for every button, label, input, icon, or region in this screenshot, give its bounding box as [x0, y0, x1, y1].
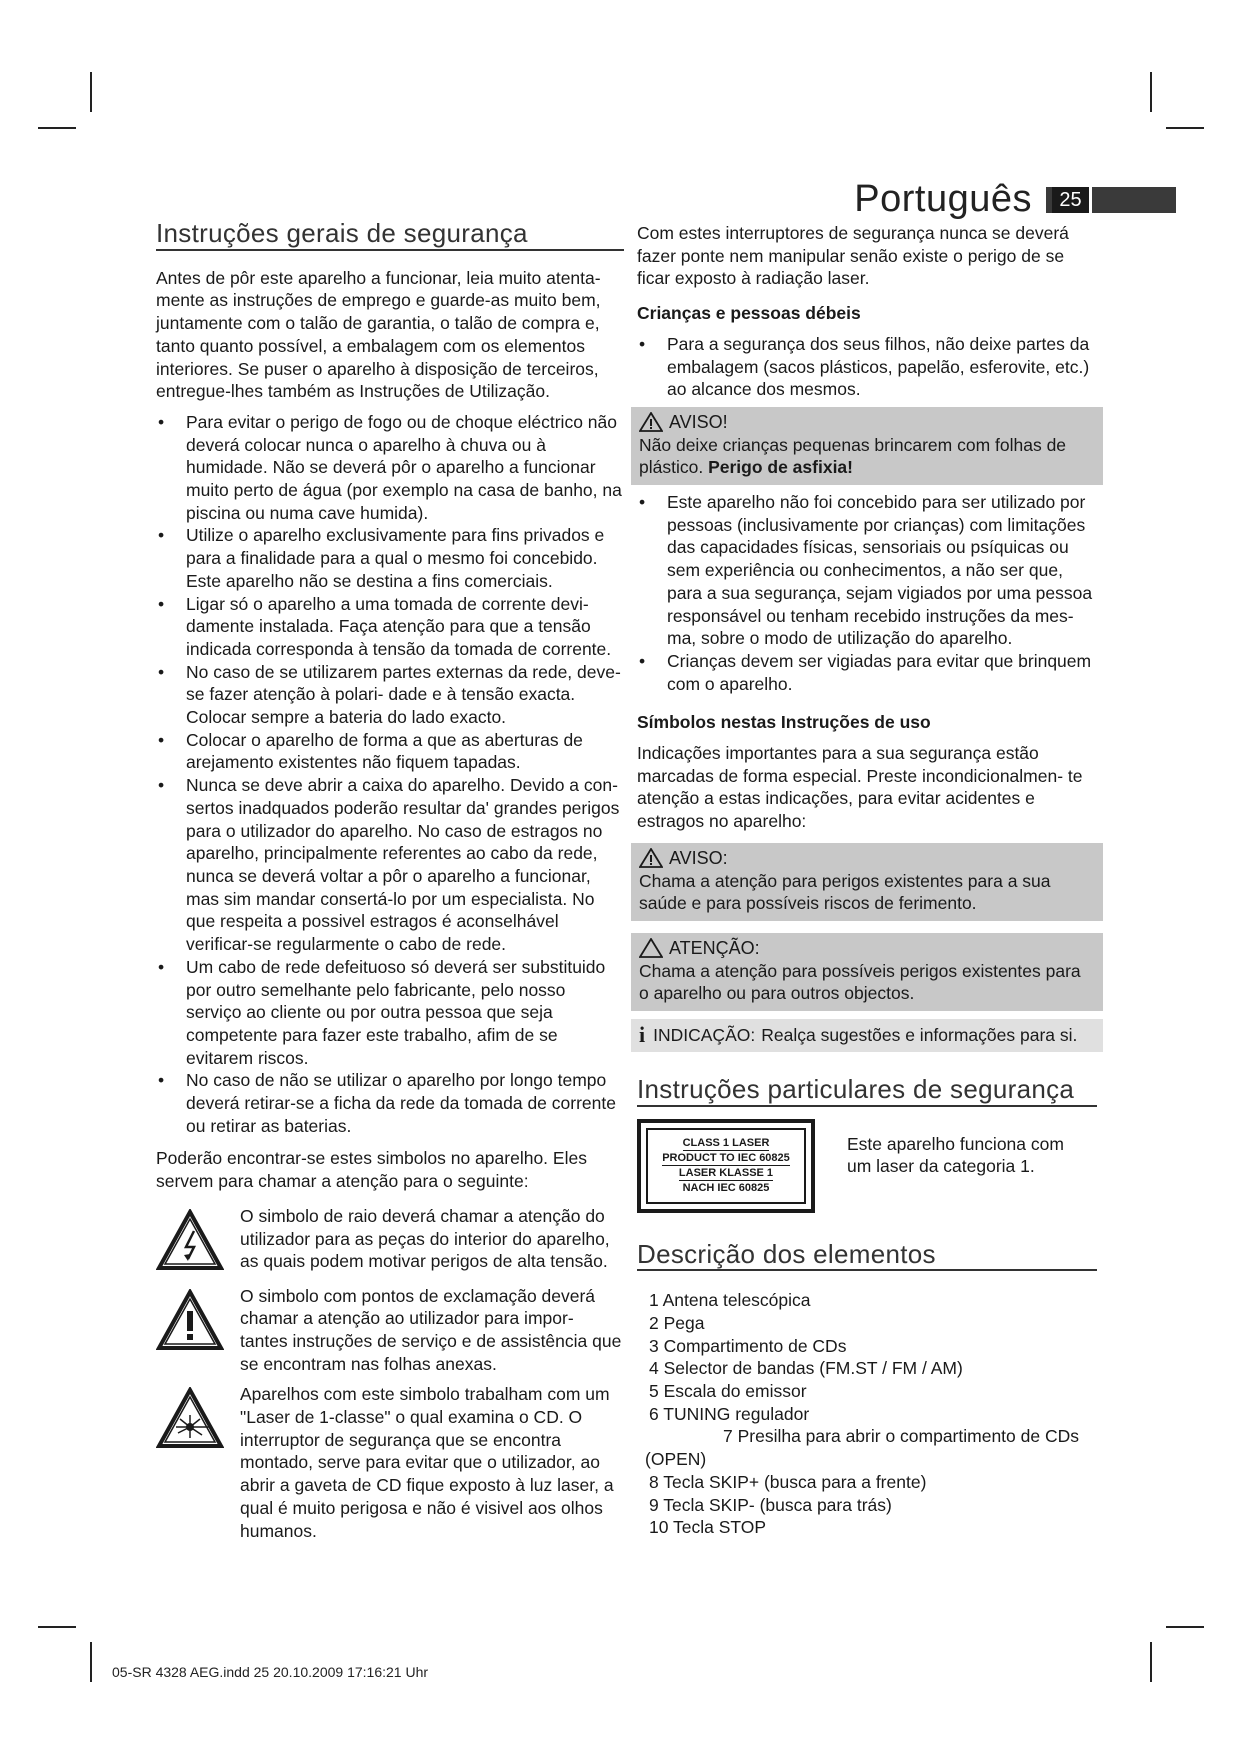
laser-warning-icon	[156, 1383, 228, 1542]
symbol-text: O simbolo de raio deverá chamar a atenção do utilizador para as peças do interior do aparelho, as quais podem motivar perigos de alta tensão.	[240, 1205, 610, 1272]
list-item: • Um cabo de rede defeituoso só deverá ser substituido por outro semelhante pelo fabricante, pelo nosso serviço ao cliente ou por outra pessoa que seja competente para fazer este trabalho, afim de se evitarem riscos.	[156, 956, 624, 1070]
print-footer: 05-SR 4328 AEG.indd 25 20.10.2009 17:16:21 Uhr	[112, 1664, 429, 1680]
laser-class-label	[637, 1119, 815, 1213]
symbol-row-lightning	[156, 1205, 624, 1277]
warning-triangle-icon	[639, 848, 663, 868]
crop-mark	[90, 1642, 92, 1682]
crop-mark	[1166, 1626, 1204, 1628]
left-column	[156, 218, 624, 1550]
list-item: • No caso de não se utilizar o aparelho por longo tempo deverá retirar-se a ficha da rede da tomada de corrente ou retirar as baterias.	[156, 1069, 624, 1137]
exclamation-warning-icon	[156, 1285, 228, 1376]
symbol-text: Aparelhos com este simbolo trabalham com um "Laser de 1-classe" o qual examina o CD. O interruptor de segurança que se encontra montado, serve para evitar que o utilizador, ao abrir a gaveta de CD fique exposto à luz laser, a qual é muito perigosa e não é visivel aos olhos humanos.	[240, 1384, 614, 1541]
aviso-text: Chama a atenção para perigos existentes para a sua saúde e para possíveis riscos de ferimento.	[639, 870, 1051, 914]
indicacao-box	[631, 1019, 1103, 1052]
list-item: 7 Presilha para abrir o compartimento de CDs	[723, 1426, 1079, 1447]
atencao-box	[631, 933, 1103, 1011]
list-item: (OPEN)	[645, 1449, 707, 1470]
list-item: 5 Escala do emissor	[649, 1381, 807, 1402]
crop-mark	[1166, 127, 1204, 129]
symbol-row-exclamation	[156, 1285, 624, 1376]
crop-mark	[90, 72, 92, 112]
crop-mark	[1150, 1642, 1152, 1682]
lightning-warning-icon	[156, 1205, 228, 1277]
safety-bullet-list	[156, 411, 624, 1138]
children-bullet-list-2	[637, 491, 1097, 695]
section-title-elements: Descrição dos elementos	[637, 1243, 1097, 1272]
laser-label-line: NACH IEC 60825	[682, 1182, 770, 1194]
symbols-intro: Poderão encontrar-se estes simbolos no aparelho. Eles servem para chamar a atenção para o seguinte:	[156, 1148, 587, 1192]
laser-class-block	[637, 1119, 1097, 1213]
list-item: 3 Compartimento de CDs	[649, 1335, 847, 1356]
symbol-text: O simbolo com pontos de exclamação deverá chamar a atenção ao utilizador para impor- tantes instruções de serviço e de assistência que se encontram nas folhas anexas.	[240, 1285, 622, 1374]
atencao-box-header	[639, 937, 1095, 960]
warning-box-suffocation	[631, 407, 1103, 485]
page-number: 25	[1052, 187, 1092, 213]
laser-label-line: LASER KLASSE 1	[678, 1167, 774, 1179]
symbols-paragraph: Indicações importantes para a sua segurança estão marcadas de forma especial. Preste incondicionalmen- te atenção a estas indicações, para evitar acidentes e estragos no aparelho:	[637, 743, 1083, 832]
list-item: • Utilize o aparelho exclusivamente para fins privados e para a finalidade para a qual o mesmo foi concebido. Este aparelho não se destina a fins comerciais.	[156, 524, 624, 592]
warning-box-header	[639, 411, 1095, 434]
symbols-heading: Símbolos nestas Instruções de uso	[637, 712, 931, 733]
laser-label-line: PRODUCT TO IEC 60825	[662, 1152, 790, 1164]
warning-emphasis: Perigo de asfixia!	[708, 457, 853, 478]
list-item: 6 TUNING regulador	[649, 1403, 810, 1424]
list-item: • Nunca se deve abrir a caixa do aparelho. Devido a con- sertos inadquados poderão resultar da' grandes perigos para o utilizador do aparelho. No caso de estragos no aparelho, principalmente referentes ao cabo da rede, nunca se deverá voltar a pôr o aparelho a funcionar, mas sim mandar consertá-lo por um especialista. No que respeita a possivel estragos é aconselhável verificar-se regularmente o cabo de rede.	[156, 774, 624, 956]
aviso-title: AVISO:	[669, 847, 728, 868]
laser-class-text: Este aparelho funciona com um laser da categoria 1.	[847, 1133, 1064, 1177]
crop-mark	[38, 1626, 76, 1628]
caution-triangle-icon	[639, 938, 663, 958]
crop-mark	[1150, 72, 1152, 112]
aviso-box	[631, 843, 1103, 921]
list-item: • Este aparelho não foi concebido para ser utilizado por pessoas (inclusivamente por crianças) com limitações das capacidades físicas, sensoriais ou psíquicas ou sem experiência ou conhecimentos, a não ser que, para a sua segurança, sejam vigiados por uma pessoa responsável ou tenham recebido instruções da mes- ma, sobre o modo de utilização do aparelho.	[637, 491, 1097, 650]
list-item: 9 Tecla SKIP- (busca para trás)	[649, 1494, 892, 1515]
list-item: • Crianças devem ser vigiadas para evitar que brinquem com o aparelho.	[637, 650, 1097, 695]
indicacao-label: INDICAÇÃO:	[653, 1025, 756, 1046]
right-column	[637, 222, 1097, 1539]
indicacao-text: Realça sugestões e informações para si.	[761, 1025, 1078, 1046]
section-title-general-safety: Instruções gerais de segurança	[156, 222, 624, 251]
symbol-row-laser	[156, 1383, 624, 1542]
section-title-particular-safety: Instruções particulares de segurança	[637, 1078, 1097, 1107]
list-item: 4 Selector de bandas (FM.ST / FM / AM)	[649, 1358, 963, 1379]
warning-body: Não deixe crianças pequenas brincarem com folhas de plástico.	[639, 434, 1067, 478]
list-item: 10 Tecla STOP	[649, 1517, 767, 1538]
list-item: • Para a segurança dos seus filhos, não deixe partes da embalagem (sacos plásticos, papelão, esferovite, etc.) ao alcance dos mesmos.	[637, 333, 1097, 401]
list-item: • Colocar o aparelho de forma a que as aberturas de arejamento existentes não fiquem tapadas.	[156, 729, 624, 774]
laser-switch-paragraph: Com estes interruptores de segurança nunca se deverá fazer ponte nem manipular senão existe o perigo de se ficar exposto à radiação laser.	[637, 223, 1069, 289]
list-item: 2 Pega	[649, 1312, 705, 1333]
warning-title: AVISO!	[669, 411, 728, 432]
warning-text	[639, 434, 1095, 479]
list-item: • No caso de se utilizarem partes externas da rede, deve-se fazer atenção à polari- dade e à tensão exacta. Colocar sempre a bateria do lado exacto.	[156, 661, 624, 729]
atencao-text: Chama a atenção para possíveis perigos existentes para o aparelho ou para outros objectos.	[639, 960, 1081, 1004]
intro-paragraph: Antes de pôr este aparelho a funcionar, leia muito atenta- mente as instruções de emprego e guarde-as muito bem, juntamente com o talão de garantia, o talão de compra e, tanto quanto possível, a embalagem com os elementos interiores. Se puser o aparelho à disposição de terceiros, entregue-lhes também as Instruções de Utilização.	[156, 267, 601, 402]
laser-label-line: CLASS 1 LASER	[682, 1137, 770, 1149]
language-title: Português	[854, 178, 1032, 220]
aviso-box-header	[639, 847, 1095, 870]
page-number-bar	[1046, 187, 1176, 213]
atencao-title: ATENÇÃO:	[669, 937, 760, 958]
list-item: 8 Tecla SKIP+ (busca para a frente)	[649, 1471, 927, 1492]
list-item: • Ligar só o aparelho a uma tomada de corrente devi- damente instalada. Faça atenção para que a tensão indicada corresponda à tensão da tomada de corrente.	[156, 593, 624, 661]
page-header	[854, 178, 1176, 221]
elements-list	[645, 1289, 1097, 1539]
children-heading: Crianças e pessoas débeis	[637, 303, 861, 324]
children-bullet-list	[637, 333, 1097, 401]
crop-mark	[38, 127, 76, 129]
warning-triangle-icon	[639, 412, 663, 432]
laser-label-inner	[646, 1128, 806, 1204]
info-i-icon: i	[639, 1022, 646, 1048]
list-item: • Para evitar o perigo de fogo ou de choque eléctrico não deverá colocar nunca o aparelho à chuva ou à humidade. Não se deverá pôr o aparelho a funcionar muito perto de água (por exemplo na casa de banho, na piscina ou numa cave humida).	[156, 411, 624, 525]
list-item: 1 Antena telescópica	[649, 1290, 811, 1311]
